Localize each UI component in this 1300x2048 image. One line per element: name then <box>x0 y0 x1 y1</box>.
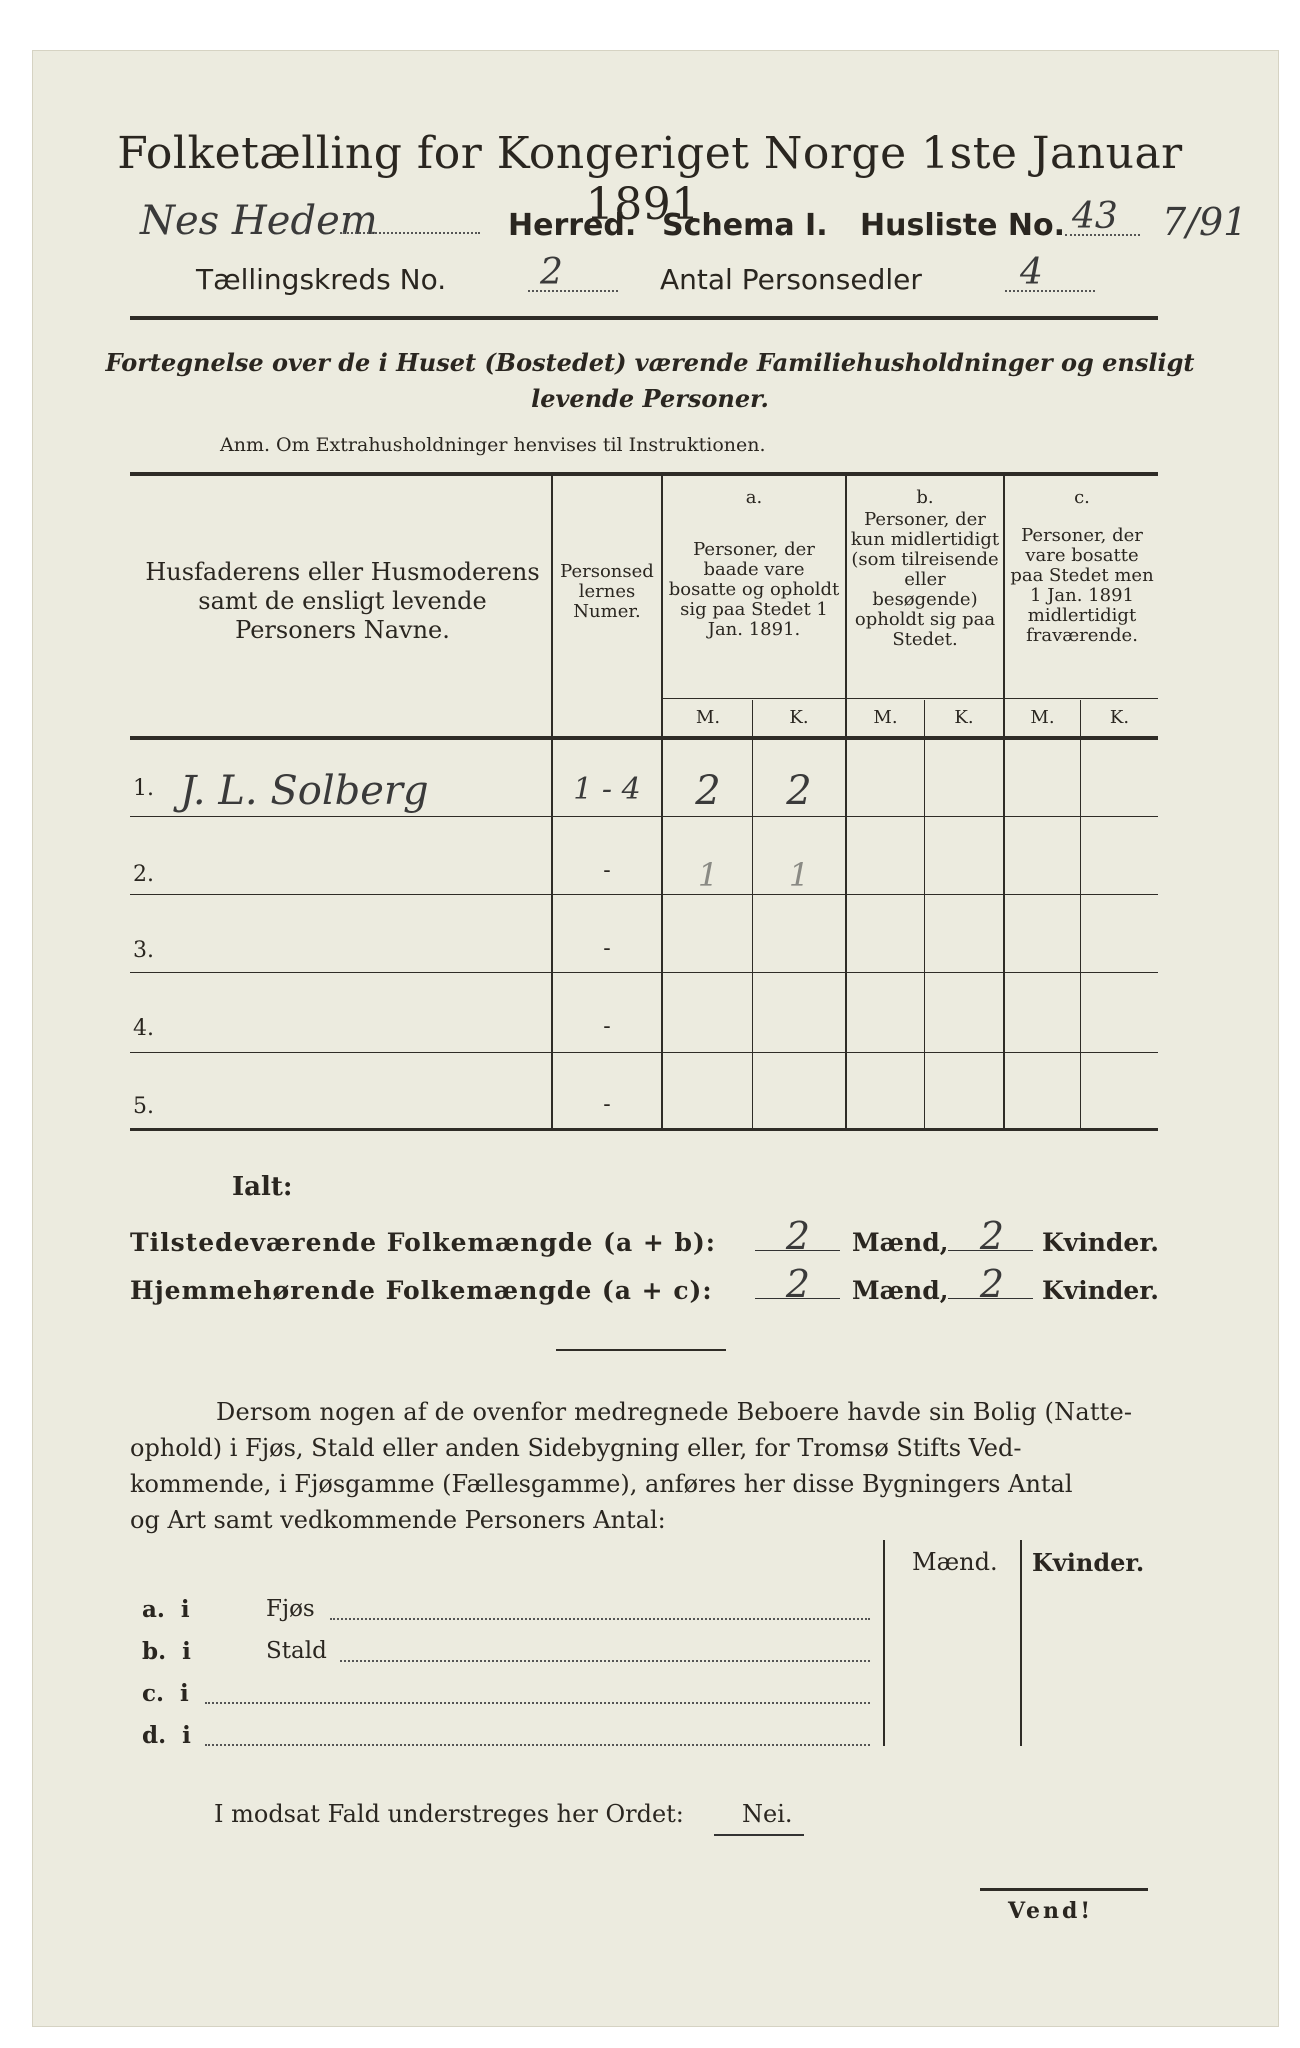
form-title: Folketælling for Kongeriget Norge 1ste Januar 1891. <box>117 128 1183 230</box>
tilstede-maend-label: Mænd, <box>852 1228 949 1257</box>
buildings-maend-header: Mænd. <box>912 1548 998 1576</box>
col-divider-b-mk <box>924 700 925 1128</box>
buildings-col-divider-2 <box>1020 1540 1022 1746</box>
hjemme-kvinder-label: Kvinder. <box>1042 1276 1159 1305</box>
col-b-letter: b. <box>916 487 934 508</box>
c-m-label: M. <box>1030 707 1055 728</box>
hjemme-label: Hjemmehørende Folkemængde (a + c): <box>130 1276 713 1305</box>
husliste-dotted-line <box>1065 234 1140 236</box>
husliste-value: 43 <box>1072 196 1118 237</box>
row-rule-1 <box>130 816 1158 817</box>
ialt-label: Ialt: <box>232 1172 293 1202</box>
c-k-label: K. <box>1109 707 1130 728</box>
row-num: 1 - 4 <box>573 772 641 807</box>
vend-label: Vend! <box>1008 1898 1094 1924</box>
antal-label: Antal Personsedler <box>660 263 922 296</box>
building-dotted-line <box>330 1618 870 1620</box>
col-divider-b <box>1003 476 1005 1128</box>
building-letter: c. i <box>142 1680 189 1707</box>
row-num: - <box>603 858 611 883</box>
col-divider-a <box>845 476 847 1128</box>
row-number: 1. <box>133 776 154 801</box>
anm-note: Anm. Om Extrahusholdninger henvises til Instruktionen. <box>220 434 766 456</box>
taellingskreds-label: Tællingskreds No. <box>196 263 447 296</box>
row-a-k: 2 <box>786 768 812 814</box>
col-c-letter: c. <box>1074 487 1090 508</box>
building-dotted-line <box>205 1744 870 1746</box>
buildings-para-line-1: Dersom nogen af de ovenfor medregnede Beboere havde sin Bolig (Natte- <box>216 1398 1133 1426</box>
hjemme-maend-label: Mænd, <box>852 1276 949 1305</box>
row-rule-2 <box>130 894 1158 895</box>
row-a-m: 1 <box>697 856 719 894</box>
row-a-k: 1 <box>788 856 810 894</box>
intro-line-1: Fortegnelse over de i Huset (Bostedet) værende Familiehusholdninger og ensligt <box>105 348 1195 377</box>
margin-note: 7/91 <box>1162 200 1248 244</box>
antal-value: 4 <box>1020 252 1043 293</box>
a-k-label: K. <box>789 707 809 728</box>
municipality-dotted-line <box>340 232 480 234</box>
vend-rule <box>980 1888 1148 1891</box>
a-m-label: M. <box>695 707 721 728</box>
col-divider-a-mk <box>752 700 753 1128</box>
tilstede-label: Tilstedeværende Folkemængde (a + b): <box>130 1228 717 1257</box>
col-divider-c-mk <box>1080 700 1081 1128</box>
taellingskreds-dotted-line <box>528 290 618 292</box>
row-a-m: 2 <box>695 768 721 814</box>
building-letter: d. i <box>142 1722 191 1749</box>
tilstede-maend-value: 2 <box>785 1214 811 1258</box>
buildings-para-line-4: og Art samt vedkommende Personers Antal: <box>130 1506 666 1534</box>
col-divider-num <box>661 476 663 1128</box>
nei-word: Nei. <box>742 1800 793 1828</box>
header-divider <box>130 316 1158 320</box>
nei-underline <box>714 1834 804 1836</box>
row-number: 4. <box>133 1016 154 1041</box>
row-num: - <box>603 936 611 961</box>
row-number: 5. <box>133 1094 154 1119</box>
buildings-kvinder-header: Kvinder. <box>1032 1548 1145 1577</box>
row-rule-4 <box>130 1052 1158 1053</box>
row-name: J. L. Solberg <box>180 768 429 814</box>
col-a-letter: a. <box>745 487 763 508</box>
row-num: - <box>603 1092 611 1117</box>
antal-dotted-line <box>1005 290 1095 292</box>
tilstede-maend-line <box>755 1250 840 1251</box>
mk-header-rule <box>663 698 1158 699</box>
buildings-para-line-3: kommende, i Fjøsgamme (Fællesgamme), anføres her disse Bygningers Antal <box>130 1470 1073 1498</box>
building-label: Stald <box>266 1638 327 1664</box>
hjemme-maend-line <box>755 1298 840 1299</box>
buildings-para-line-2: ophold) i Fjøs, Stald eller anden Sidebygning eller, for Tromsø Stifts Ved- <box>130 1434 1022 1462</box>
section-divider <box>556 1349 726 1351</box>
schema-label: Schema I. <box>662 208 828 243</box>
col-num-header: Personsedlernes Numer. <box>560 561 654 622</box>
table-bottom-rule <box>130 1128 1158 1131</box>
herred-label: Herred. <box>508 208 637 243</box>
row-num: - <box>603 1014 611 1039</box>
b-m-label: M. <box>873 707 898 728</box>
row-number: 2. <box>133 862 154 887</box>
municipality-handwritten: Nes Hedem <box>140 198 378 244</box>
col-b-header: Personer, der kun midlertidigt (som tilreisende eller besøgende) opholdt sig paa Stedet. <box>850 509 1000 650</box>
col-a-header: Personer, der baade vare bosatte og opholdt sig paa Stedet 1 Jan. 1891. <box>668 539 840 640</box>
building-dotted-line <box>340 1660 870 1662</box>
modsat-text: I modsat Fald understreges her Ordet: <box>214 1800 684 1828</box>
hjemme-kvinder-value: 2 <box>979 1262 1005 1306</box>
building-dotted-line <box>205 1702 870 1704</box>
row-number: 3. <box>133 938 154 963</box>
b-k-label: K. <box>954 707 974 728</box>
tilstede-kvinder-label: Kvinder. <box>1042 1228 1159 1257</box>
building-label: Fjøs <box>266 1596 315 1622</box>
husliste-label: Husliste No. <box>860 208 1065 243</box>
hjemme-maend-value: 2 <box>785 1262 811 1306</box>
row-rule-3 <box>130 972 1158 973</box>
tilstede-kvinder-line <box>948 1250 1033 1251</box>
building-letter: a. i <box>142 1596 190 1623</box>
tilstede-kvinder-value: 2 <box>979 1214 1005 1258</box>
taellingskreds-value: 2 <box>540 252 563 293</box>
col-c-header: Personer, der vare bosatte paa Stedet men 1 Jan. 1891 midlertidigt fraværende. <box>1010 525 1154 646</box>
buildings-col-divider-1 <box>883 1540 885 1746</box>
building-letter: b. i <box>142 1638 191 1665</box>
intro-line-2: levende Personer. <box>531 384 769 413</box>
hjemme-kvinder-line <box>948 1298 1033 1299</box>
col-name-header: Husfaderens eller Husmoderens samt de ensligt levende Personers Navne. <box>145 558 540 644</box>
